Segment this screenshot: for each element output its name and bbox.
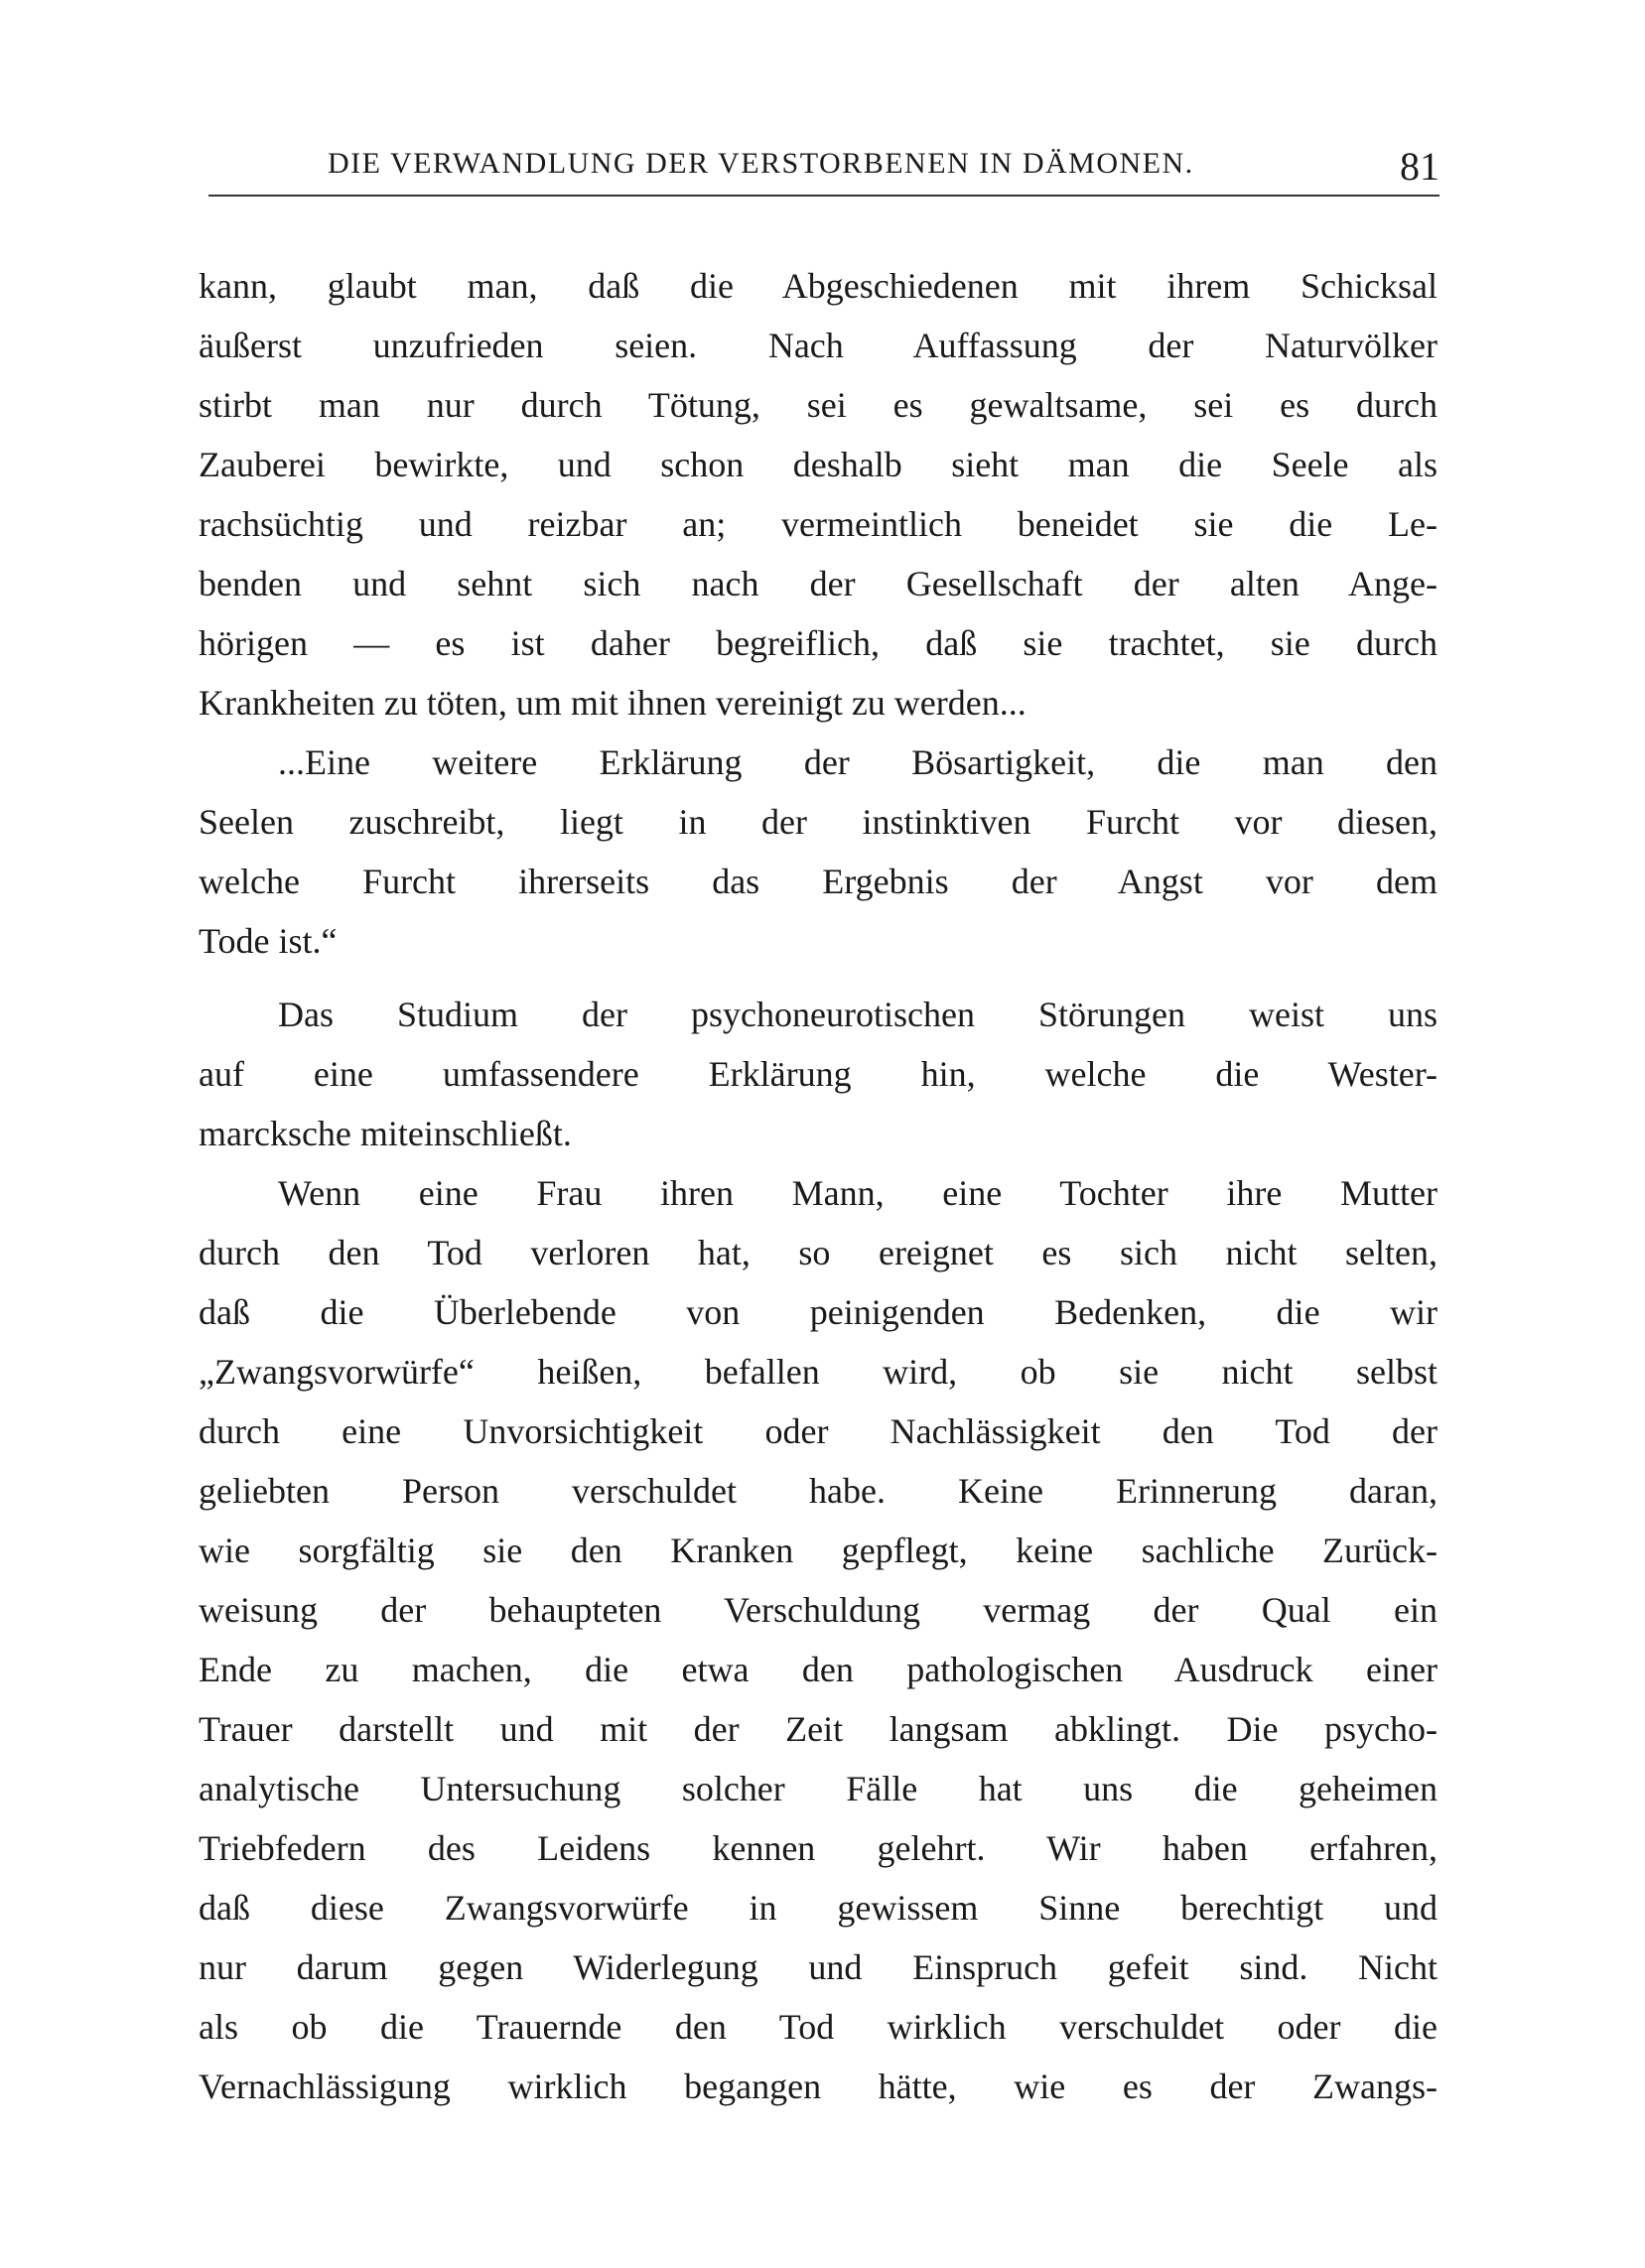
text-line: hörigen — es ist daher begreiflich, daß sie trachtet, sie durch [199, 623, 1438, 663]
running-header [208, 137, 1439, 189]
text-line: auf eine umfassendere Erklärung hin, welche die Wester- [199, 1054, 1438, 1094]
text-line: Seelen zuschreibt, liegt in der instinktiven Furcht vor diesen, [199, 802, 1438, 842]
text-line: rachsüchtig und reizbar an; vermeintlich beneidet sie die Le- [199, 504, 1438, 544]
text-line: Ende zu machen, die etwa den pathologischen Ausdruck einer [199, 1650, 1438, 1689]
text-line: analytische Untersuchung solcher Fälle hat uns die geheimen [199, 1769, 1438, 1808]
text-line: äußerst unzufrieden seien. Nach Auffassung der Naturvölker [199, 326, 1438, 365]
page-number: 81 [1400, 144, 1439, 189]
paragraph-gap [199, 971, 1438, 985]
text-line: geliebten Person verschuldet habe. Keine Erinnerung daran, [199, 1471, 1438, 1511]
text-line: daß diese Zwangsvorwürfe in gewissem Sinne berechtigt und [199, 1888, 1438, 1928]
text-line: „Zwangsvorwürfe“ heißen, befallen wird, ob sie nicht selbst [199, 1352, 1438, 1392]
text-line: durch eine Unvorsichtigkeit oder Nachlässigkeit den Tod der [199, 1411, 1438, 1451]
running-header-title: DIE VERWANDLUNG DER VERSTORBENEN IN DÄMONEN. [328, 147, 1194, 180]
text-line: Triebfedern des Leidens kennen gelehrt. Wir haben erfahren, [199, 1828, 1438, 1868]
paragraph-2 [199, 733, 1438, 971]
text-line: stirbt man nur durch Tötung, sei es gewaltsame, sei es durch [199, 385, 1438, 425]
text-line: Zauberei bewirkte, und schon deshalb sieht man die Seele als [199, 445, 1438, 484]
text-line: Das Studium der psychoneurotischen Störungen weist uns [278, 995, 1438, 1034]
text-line: Tode ist.“ [199, 921, 338, 961]
paragraph-1 [199, 256, 1438, 733]
text-line: Wenn eine Frau ihren Mann, eine Tochter ihre Mutter [278, 1173, 1438, 1213]
text-line: ...Eine weitere Erklärung der Bösartigkeit, die man den [278, 742, 1438, 782]
text-line: Krankheiten zu töten, um mit ihnen vereinigt zu werden... [199, 683, 1027, 723]
text-line: kann, glaubt man, daß die Abgeschiedenen mit ihrem Schicksal [199, 266, 1438, 306]
text-line: durch den Tod verloren hat, so ereignet es sich nicht selten, [199, 1233, 1438, 1272]
header-rule [208, 195, 1439, 197]
text-line: benden und sehnt sich nach der Gesellschaft der alten Ange- [199, 564, 1438, 603]
text-line: Trauer darstellt und mit der Zeit langsam abklingt. Die psycho- [199, 1709, 1438, 1749]
paragraph-4 [199, 1163, 1438, 2116]
text-line: nur darum gegen Widerlegung und Einspruch gefeit sind. Nicht [199, 1947, 1438, 1987]
text-line: Vernachlässigung wirklich begangen hätte, wie es der Zwangs- [199, 2067, 1438, 2106]
text-line: weisung der behaupteten Verschuldung vermag der Qual ein [199, 1590, 1438, 1630]
body-text [199, 256, 1438, 2116]
text-line: als ob die Trauernde den Tod wirklich verschuldet oder die [199, 2007, 1438, 2047]
text-line: daß die Überlebende von peinigenden Bedenken, die wir [199, 1292, 1438, 1332]
text-line: welche Furcht ihrerseits das Ergebnis der Angst vor dem [199, 862, 1438, 901]
text-line: marcksche miteinschließt. [199, 1114, 572, 1153]
paragraph-3 [199, 985, 1438, 1163]
text-line: wie sorgfältig sie den Kranken gepflegt, keine sachliche Zurück- [199, 1531, 1438, 1570]
